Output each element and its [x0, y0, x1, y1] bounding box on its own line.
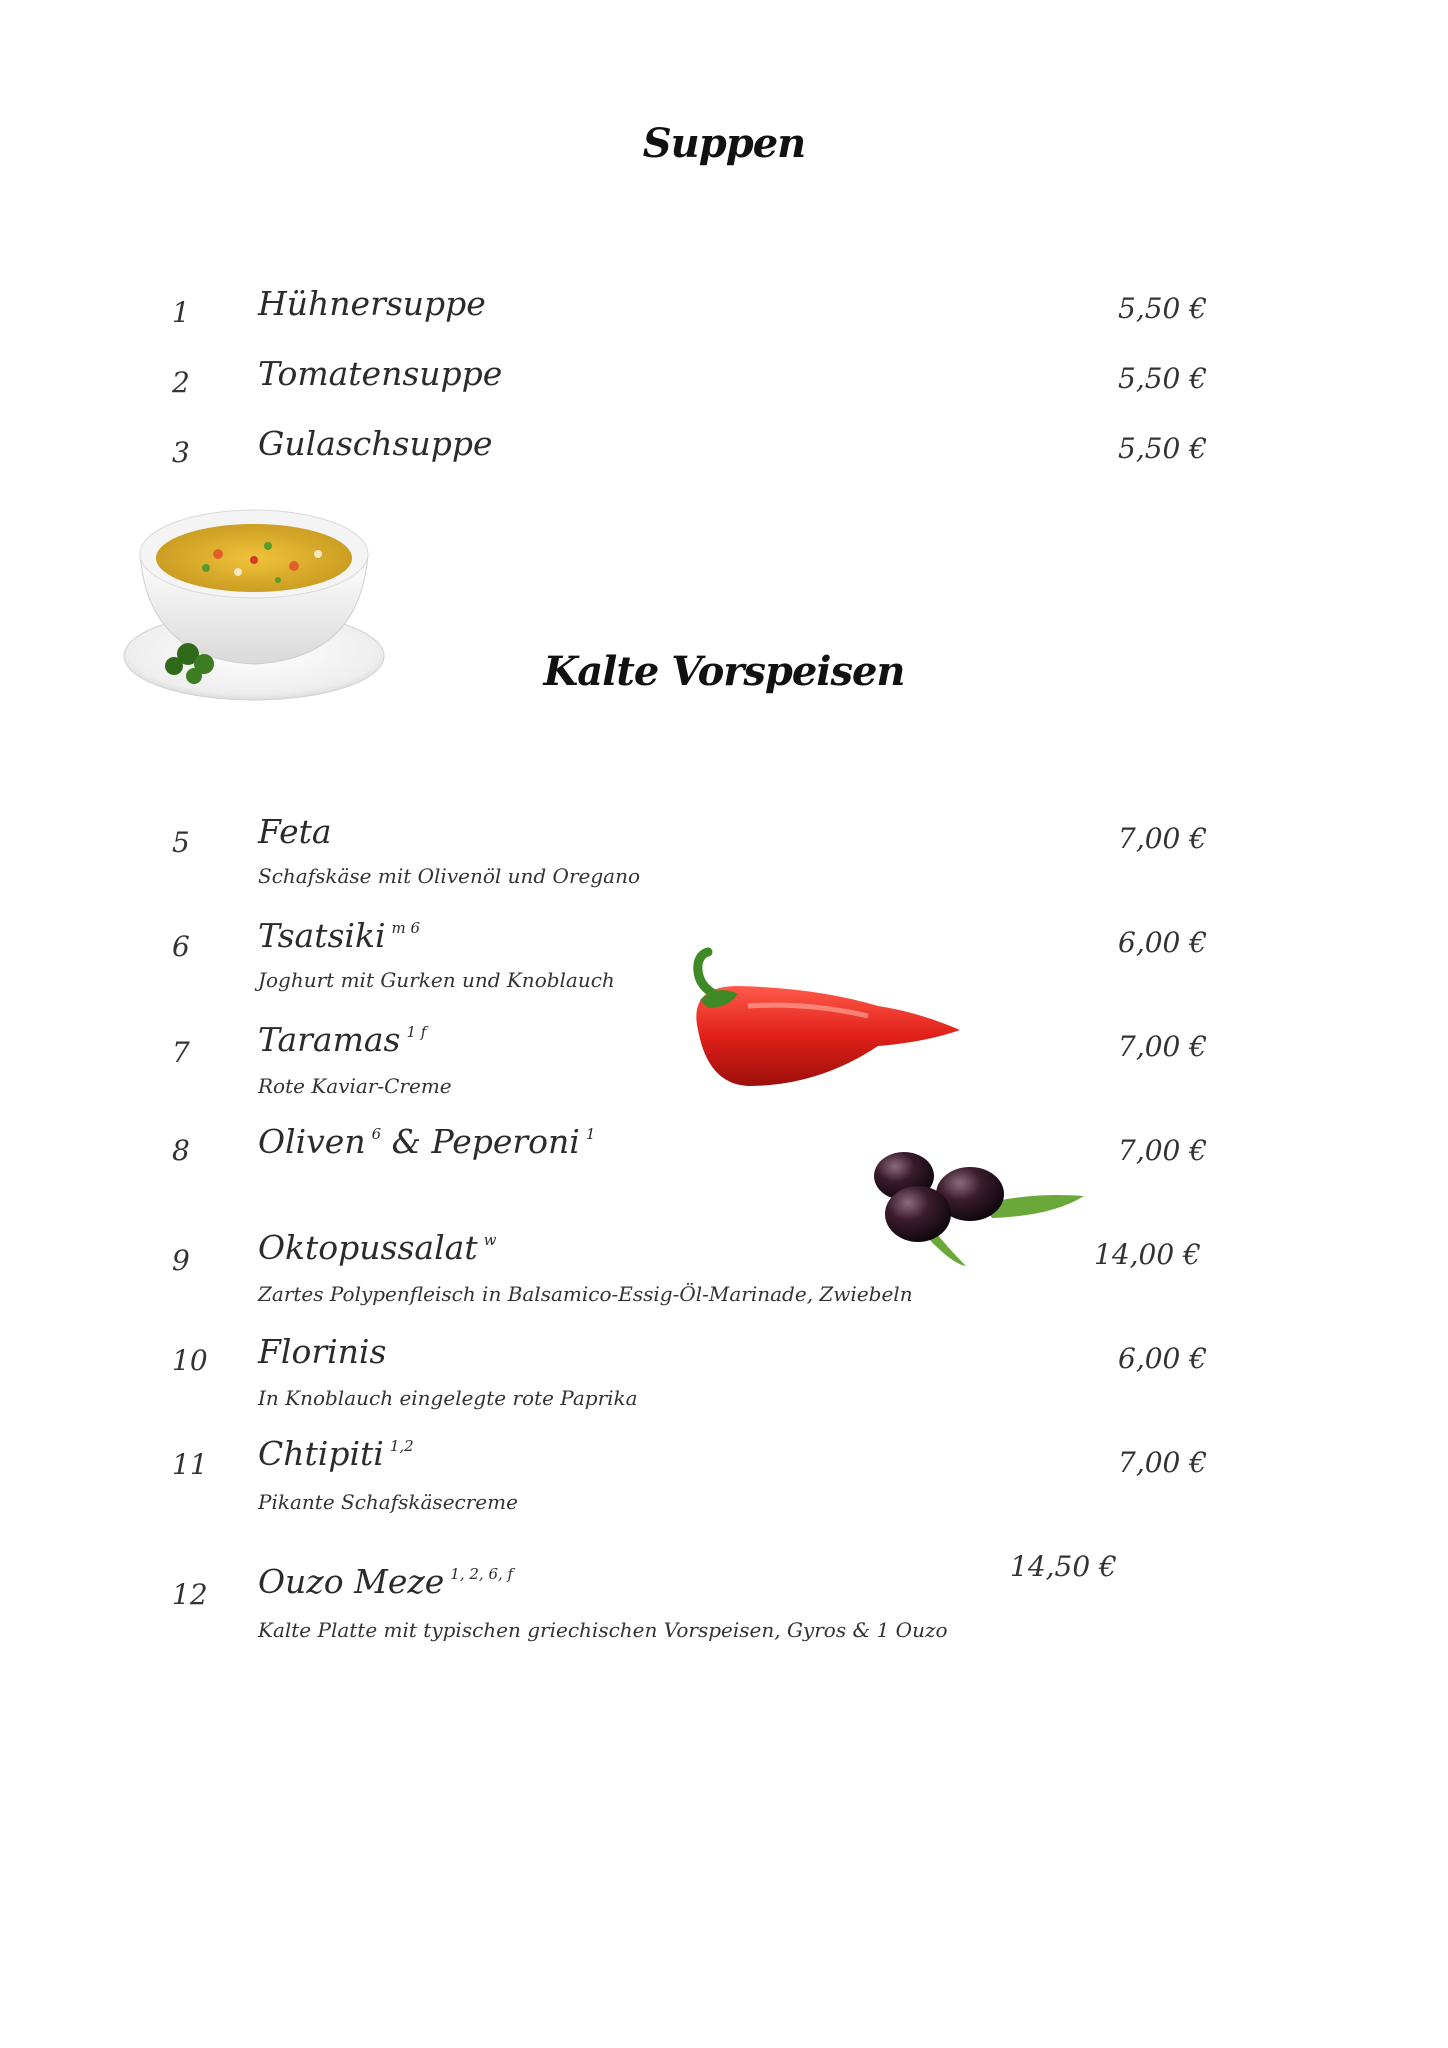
item-name: Gulaschsuppe	[258, 424, 493, 463]
item-description: Schafskäse mit Olivenöl und Oregano	[258, 864, 640, 888]
item-name-text: Chtipiti	[258, 1434, 384, 1473]
item-number: 7	[172, 1036, 190, 1069]
item-name	[258, 1434, 414, 1473]
item-price: 6,00 €	[1118, 1342, 1208, 1375]
item-number: 2	[172, 366, 190, 399]
item-name: Feta	[258, 812, 332, 851]
item-number: 9	[172, 1244, 190, 1277]
section-title-cold-starters: Kalte Vorspeisen	[543, 648, 905, 695]
item-number: 5	[172, 826, 190, 859]
allergen-note-2: 1	[585, 1125, 596, 1143]
soup-bowl-image	[118, 484, 390, 704]
item-price: 5,50 €	[1118, 432, 1208, 465]
item-name	[258, 1228, 496, 1267]
item-name	[258, 916, 420, 955]
item-price: 5,50 €	[1118, 292, 1208, 325]
item-price: 14,00 €	[1094, 1238, 1201, 1271]
section-title-soups: Suppen	[642, 120, 806, 167]
item-description: Joghurt mit Gurken und Knoblauch	[258, 968, 615, 992]
item-description: Kalte Platte mit typischen griechischen Vorspeisen, Gyros & 1 Ouzo	[258, 1618, 948, 1642]
red-pepper-image	[668, 946, 968, 1096]
item-price: 7,00 €	[1118, 1030, 1208, 1063]
allergen-note: w	[483, 1231, 497, 1249]
item-name-text: Oktopussalat	[258, 1228, 478, 1267]
item-name-text: Tsatsiki	[258, 916, 386, 955]
item-number: 10	[172, 1344, 208, 1377]
item-price: 5,50 €	[1118, 362, 1208, 395]
allergen-note: m 6	[391, 919, 421, 937]
item-number: 11	[172, 1448, 208, 1481]
item-price: 7,00 €	[1118, 1446, 1208, 1479]
item-description: Zartes Polypenfleisch in Balsamico-Essig-Öl-Marinade, Zwiebeln	[258, 1282, 913, 1306]
olives-image	[862, 1138, 1086, 1268]
allergen-note: 6	[371, 1125, 382, 1143]
item-name	[258, 1122, 595, 1161]
item-number: 12	[172, 1578, 208, 1611]
item-name-text: Ouzo Meze	[258, 1562, 445, 1601]
item-description: Rote Kaviar-Creme	[258, 1074, 452, 1098]
allergen-note: 1,2	[389, 1437, 414, 1455]
item-price: 7,00 €	[1118, 1134, 1208, 1167]
item-name-text: Oliven	[258, 1122, 366, 1161]
item-name-text: Taramas	[258, 1020, 401, 1059]
item-description: In Knoblauch eingelegte rote Paprika	[258, 1386, 638, 1410]
item-name	[258, 1020, 426, 1059]
item-number: 3	[172, 436, 190, 469]
item-description: Pikante Schafskäsecreme	[258, 1490, 518, 1514]
item-number: 1	[172, 296, 190, 329]
item-number: 8	[172, 1134, 190, 1167]
item-name: Tomatensuppe	[258, 354, 503, 393]
item-price: 7,00 €	[1118, 822, 1208, 855]
allergen-note: 1 f	[406, 1023, 427, 1041]
item-name: Hühnersuppe	[258, 284, 486, 323]
allergen-note: 1, 2, 6, f	[450, 1565, 514, 1583]
item-number: 6	[172, 930, 190, 963]
item-price: 6,00 €	[1118, 926, 1208, 959]
item-name: Florinis	[258, 1332, 387, 1371]
item-name	[258, 1562, 513, 1601]
item-price: 14,50 €	[1010, 1550, 1117, 1583]
item-name-text-2: & Peperoni	[391, 1122, 580, 1161]
